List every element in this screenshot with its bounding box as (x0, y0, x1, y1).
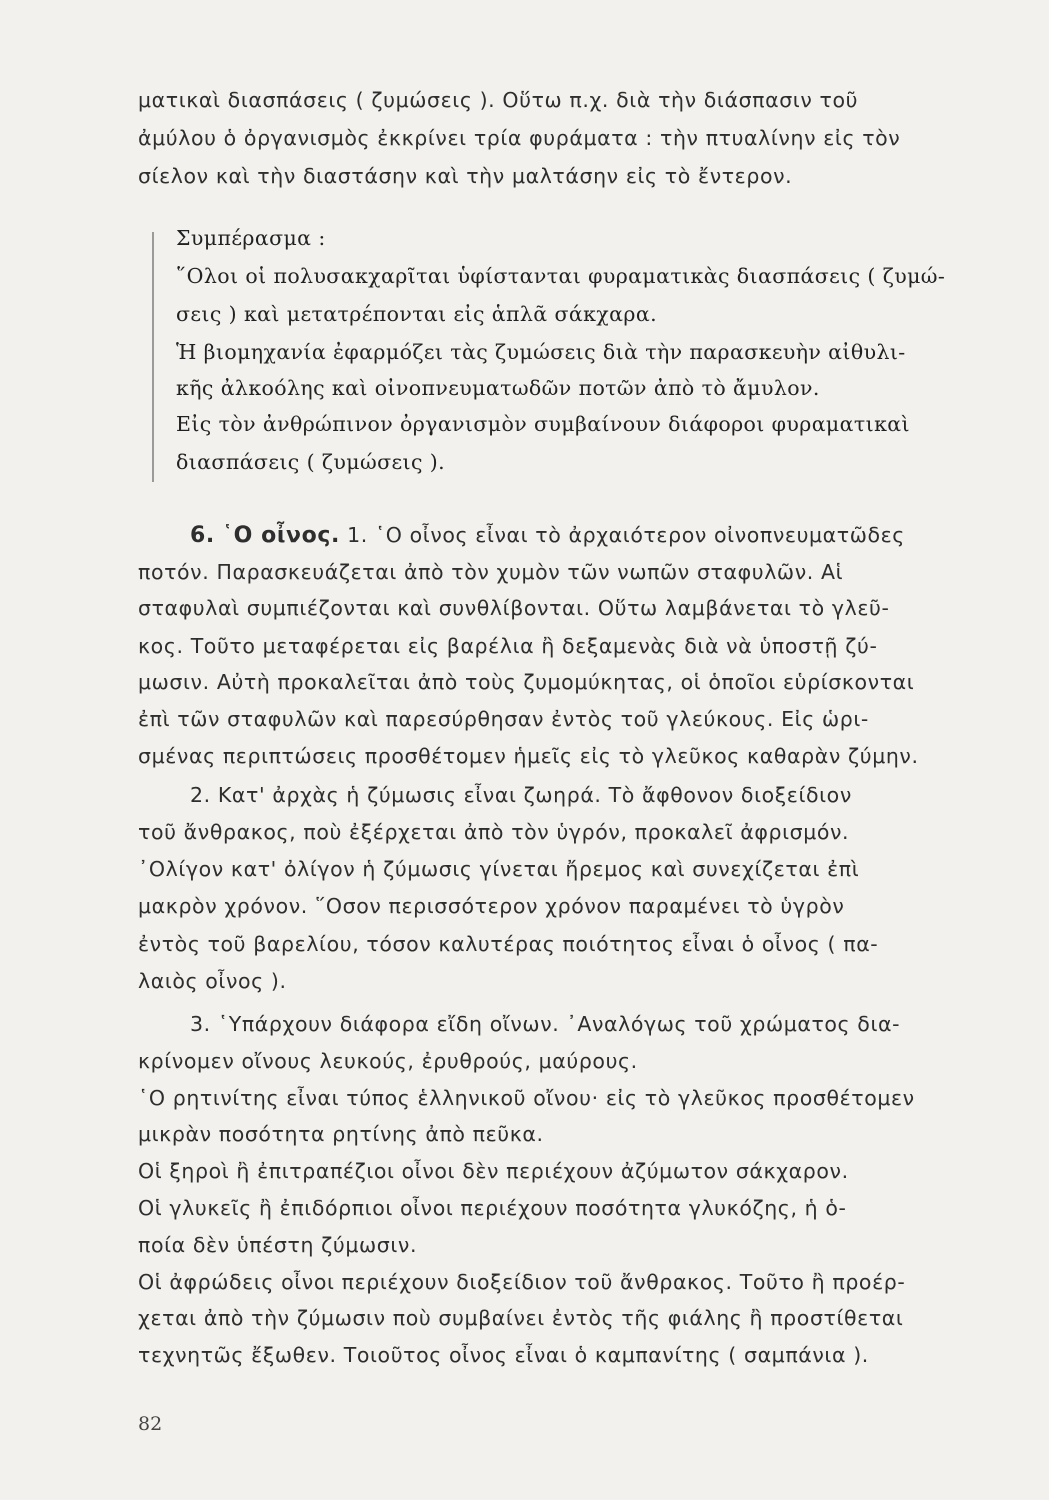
text-line: ἐντὸς τοῦ βαρελίου, τόσον καλυτέρας ποιότητος εἶναι ὁ οἶνος ( πα- (138, 932, 879, 956)
text-line: κος. Τοῦτο μεταφέρεται εἰς βαρέλια ἢ δεξαμενὰς διὰ νὰ ὑποστῇ ζύ- (138, 634, 878, 658)
text-line: ᾿Ολίγον κατ' ὀλίγον ἡ ζύμωσις γίνεται ἤρεμος καὶ συνεχίζεται ἐπὶ (138, 857, 860, 881)
text-line: ποτόν. Παρασκευάζεται ἀπὸ τὸν χυμὸν τῶν νωπῶν σταφυλῶν. Αἱ (138, 560, 844, 584)
text-line: σταφυλαὶ συμπιέζονται καὶ συνθλίβονται. Οὕτω λαμβάνεται τὸ γλεῦ- (138, 596, 890, 620)
text-line: Οἱ γλυκεῖς ἢ ἐπιδόρπιοι οἶνοι περιέχουν ποσότητα γλυκόζης, ἡ ὁ- (138, 1196, 847, 1220)
text-line: χεται ἀπὸ τὴν ζύμωσιν ποὺ συμβαίνει ἐντὸς τῆς φιάλης ἢ προστίθεται (138, 1306, 904, 1330)
summary-line: σεις ) καὶ μετατρέπονται εἰς ἁπλᾶ σάκχαρα. (176, 302, 657, 326)
section-title: ῾Ο οἶνος. (222, 523, 340, 548)
section-first-line: 1. ῾Ο οἶνος εἶναι τὸ ἀρχαιότερον οἰνοπνευματῶδες (347, 523, 905, 547)
text-line: ῾Ο ρητινίτης εἶναι τύπος ἑλληνικοῦ οἴνου· εἰς τὸ γλεῦκος προσθέτομεν (138, 1086, 915, 1110)
text-line: ποία δὲν ὑπέστη ζύμωσιν. (138, 1233, 418, 1257)
summary-line: κῆς ἀλκοόλης καὶ οἰνοπνευματωδῶν ποτῶν ἀπὸ τὸ ἄμυλον. (176, 376, 820, 400)
text-line: σίελον καὶ τὴν διαστάσην καὶ τὴν μαλτάσην εἰς τὸ ἔντερον. (138, 164, 793, 188)
text-line: ἐπὶ τῶν σταφυλῶν καὶ παρεσύρθησαν ἐντὸς τοῦ γλεύκους. Εἰς ὡρι- (138, 707, 869, 731)
text-line: τοῦ ἄνθρακος, ποὺ ἐξέρχεται ἀπὸ τὸν ὑγρόν, προκαλεῖ ἀφρισμόν. (138, 820, 850, 844)
text-line: μικρὰν ποσότητα ρητίνης ἀπὸ πεῦκα. (138, 1122, 544, 1146)
text-line: Οἱ ἀφρώδεις οἶνοι περιέχουν διοξείδιον τοῦ ἄνθρακος. Τοῦτο ἢ προέρ- (138, 1270, 906, 1294)
section-number: 6. (190, 523, 215, 548)
text-line: λαιὸς οἶνος ). (138, 969, 287, 993)
text-line: μακρὸν χρόνον. ῞Οσον περισσότερον χρόνον παραμένει τὸ ὑγρὸν (138, 894, 845, 918)
text-line: ἀμύλου ὁ ὀργανισμὸς ἐκκρίνει τρία φυράματα : τὴν πτυαλίνην εἰς τὸν (138, 126, 901, 150)
summary-line: ῞Ολοι οἱ πολυσακχαρῖται ὑφίστανται φυραματικὰς διασπάσεις ( ζυμώ- (176, 264, 946, 288)
text-line: τεχνητῶς ἔξωθεν. Τοιοῦτος οἶνος εἶναι ὁ καμπανίτης ( σαμπάνια ). (138, 1343, 869, 1367)
text-line: μωσιν. Αὐτὴ προκαλεῖται ἀπὸ τοὺς ζυμομύκητας, οἱ ὁποῖοι εὑρίσκονται (138, 670, 915, 694)
text-line: ματικαὶ διασπάσεις ( ζυμώσεις ). Οὕτω π.χ. διὰ τὴν διάσπασιν τοῦ (138, 88, 859, 112)
page-number: 82 (138, 1413, 163, 1435)
summary-line: Εἰς τὸν ἀνθρώπινον ὀργανισμὸν συμβαίνουν διάφοροι φυραματικαὶ (176, 412, 910, 436)
text-line: 2. Κατ' ἀρχὰς ἡ ζύμωσις εἶναι ζωηρά. Τὸ ἄφθονον διοξείδιον (190, 783, 852, 807)
section-heading-line (190, 523, 905, 548)
summary-line: διασπάσεις ( ζυμώσεις ). (176, 450, 446, 474)
summary-heading: Συμπέρασμα : (176, 226, 326, 250)
summary-margin-bar (152, 232, 154, 482)
text-line: Οἱ ξηροὶ ἢ ἐπιτραπέζιοι οἶνοι δὲν περιέχουν ἀζύμωτον σάκχαρον. (138, 1159, 849, 1183)
text-line: 3. ῾Υπάρχουν διάφορα εἴδη οἴνων. ᾿Αναλόγως τοῦ χρώματος δια- (190, 1012, 901, 1036)
text-line: σμένας περιπτώσεις προσθέτομεν ἡμεῖς εἰς τὸ γλεῦκος καθαρὰν ζύμην. (138, 744, 919, 768)
summary-line: Ἡ βιομηχανία ἐφαρμόζει τὰς ζυμώσεις διὰ τὴν παρασκευὴν αἰθυλι- (176, 340, 906, 364)
text-line: κρίνομεν οἴνους λευκούς, ἐρυθρούς, μαύρους. (138, 1049, 638, 1073)
